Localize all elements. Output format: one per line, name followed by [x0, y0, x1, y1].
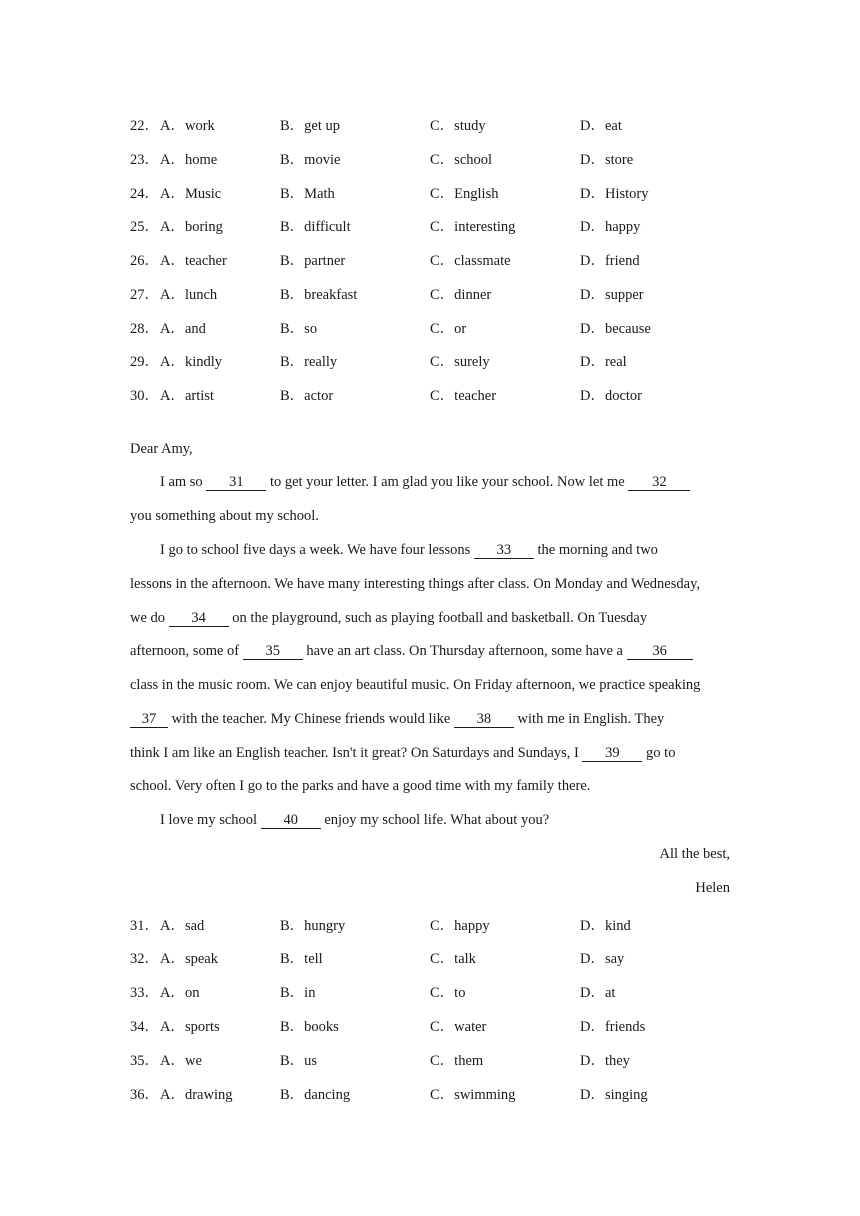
- blank-39: 39: [582, 746, 642, 762]
- question-row: [130, 384, 750, 404]
- letter-text: on the playground, such as playing football and basketball. On Tuesday: [228, 610, 648, 626]
- letter-line: [130, 643, 693, 660]
- option-a: A．lunch: [160, 287, 218, 303]
- option-b: B．breakfast: [280, 287, 358, 303]
- option-b: B．dancing: [280, 1087, 351, 1103]
- option-c: C．surely: [430, 354, 490, 370]
- option-c: C．or: [430, 321, 467, 337]
- option-a: A．speak: [160, 951, 218, 967]
- option-b: B．books: [280, 1019, 339, 1035]
- question-row: [130, 981, 750, 1001]
- letter-line: [130, 745, 675, 762]
- option-a: A．drawing: [160, 1087, 233, 1103]
- option-c: C．talk: [430, 951, 476, 967]
- option-a: A．Music: [160, 186, 222, 202]
- letter-text: enjoy my school life. What about you?: [320, 812, 550, 828]
- option-a: A．work: [160, 118, 215, 134]
- option-c: C．to: [430, 985, 466, 1001]
- blank-31: 31: [206, 475, 266, 491]
- option-b: B．difficult: [280, 219, 351, 235]
- option-a: A．home: [160, 152, 218, 168]
- letter-line: [130, 711, 664, 728]
- option-a: A．kindly: [160, 354, 223, 370]
- question-row: [130, 249, 750, 269]
- option-d: D．History: [580, 186, 649, 202]
- question-row: [130, 1015, 750, 1035]
- letter-text: with the teacher. My Chinese friends would like: [168, 711, 454, 727]
- question-row: [130, 914, 750, 934]
- option-c: C．swimming: [430, 1087, 516, 1103]
- option-d: D．say: [580, 951, 625, 967]
- question-row: [130, 317, 750, 337]
- question-number: 33．: [130, 985, 159, 1001]
- letter-line: [160, 812, 549, 829]
- option-c: C．classmate: [430, 253, 511, 269]
- question-number: 31．: [130, 918, 159, 934]
- question-number: 28．: [130, 321, 159, 337]
- question-row: [130, 114, 750, 134]
- blank-37: 37: [130, 712, 168, 728]
- question-number: 26．: [130, 253, 159, 269]
- letter-text: think I am like an English teacher. Isn't it great? On Saturdays and Sundays, I: [130, 745, 583, 761]
- option-d: D．friend: [580, 253, 640, 269]
- question-number: 32．: [130, 951, 159, 967]
- option-b: B．really: [280, 354, 338, 370]
- letter-text: the morning and two: [533, 542, 658, 558]
- question-number: 24．: [130, 186, 159, 202]
- letter-text: to get your letter. I am glad you like your school. Now let me: [266, 474, 629, 490]
- option-b: B．in: [280, 985, 316, 1001]
- option-b: B．actor: [280, 388, 334, 404]
- question-number: 25．: [130, 219, 159, 235]
- option-c: C．water: [430, 1019, 487, 1035]
- option-b: B．partner: [280, 253, 346, 269]
- option-a: A．boring: [160, 219, 223, 235]
- letter-line: lessons in the afternoon. We have many interesting things after class. On Monday and Wednesday,: [130, 576, 701, 592]
- option-a: A．we: [160, 1053, 202, 1069]
- question-number: 30．: [130, 388, 159, 404]
- letter-text: afternoon, some of: [130, 643, 243, 659]
- option-b: B．movie: [280, 152, 341, 168]
- option-c: C．school: [430, 152, 493, 168]
- blank-40: 40: [261, 813, 321, 829]
- option-d: D．at: [580, 985, 616, 1001]
- letter-text: I go to school five days a week. We have four lessons: [160, 542, 474, 558]
- letter-line: school. Very often I go to the parks and have a good time with my family there.: [130, 778, 591, 794]
- blank-36: 36: [627, 644, 693, 660]
- blank-38: 38: [454, 712, 514, 728]
- question-row: [130, 350, 750, 370]
- question-row: [130, 1049, 750, 1069]
- option-b: B．tell: [280, 951, 323, 967]
- letter-greeting: Dear Amy,: [130, 441, 193, 457]
- question-row: [130, 1083, 750, 1103]
- option-d: D．friends: [580, 1019, 646, 1035]
- letter-text: have an art class. On Thursday afternoon, some have a: [302, 643, 627, 659]
- option-d: D．singing: [580, 1087, 648, 1103]
- option-a: A．sports: [160, 1019, 220, 1035]
- option-a: A．on: [160, 985, 200, 1001]
- letter-text: we do: [130, 610, 169, 626]
- letter-text: with me in English. They: [513, 711, 665, 727]
- letter-line: [160, 474, 690, 491]
- blank-34: 34: [169, 611, 229, 627]
- option-c: C．teacher: [430, 388, 497, 404]
- option-d: D．happy: [580, 219, 641, 235]
- option-d: D．real: [580, 354, 627, 370]
- question-row: [130, 947, 750, 967]
- question-number: 22．: [130, 118, 159, 134]
- question-row: [130, 215, 750, 235]
- question-number: 36．: [130, 1087, 159, 1103]
- option-d: D．doctor: [580, 388, 643, 404]
- option-c: C．them: [430, 1053, 484, 1069]
- option-a: A．artist: [160, 388, 214, 404]
- option-d: D．kind: [580, 918, 631, 934]
- option-b: B．so: [280, 321, 318, 337]
- question-row: [130, 182, 750, 202]
- option-b: B．us: [280, 1053, 318, 1069]
- letter-line: you something about my school.: [130, 508, 319, 524]
- option-b: B．Math: [280, 186, 335, 202]
- blank-33: 33: [474, 543, 534, 559]
- letter-text: I am so: [160, 474, 207, 490]
- question-number: 29．: [130, 354, 159, 370]
- letter-line: [160, 542, 658, 559]
- question-number: 35．: [130, 1053, 159, 1069]
- letter-signature: Helen: [695, 880, 730, 896]
- option-a: A．and: [160, 321, 206, 337]
- option-d: D．eat: [580, 118, 622, 134]
- option-b: B．hungry: [280, 918, 346, 934]
- option-d: D．supper: [580, 287, 644, 303]
- option-d: D．because: [580, 321, 651, 337]
- question-row: [130, 148, 750, 168]
- blank-35: 35: [243, 644, 303, 660]
- option-c: C．happy: [430, 918, 490, 934]
- letter-text: I love my school: [160, 812, 261, 828]
- option-c: C．study: [430, 118, 486, 134]
- question-number: 23．: [130, 152, 159, 168]
- option-c: C．interesting: [430, 219, 516, 235]
- option-b: B．get up: [280, 118, 341, 134]
- letter-closing: All the best,: [659, 846, 730, 862]
- question-row: [130, 283, 750, 303]
- option-d: D．store: [580, 152, 634, 168]
- option-a: A．teacher: [160, 253, 227, 269]
- option-c: C．English: [430, 186, 499, 202]
- letter-text: go to: [642, 745, 676, 761]
- option-c: C．dinner: [430, 287, 492, 303]
- question-number: 27．: [130, 287, 159, 303]
- blank-32: 32: [628, 475, 690, 491]
- letter-line: [130, 610, 647, 627]
- letter-line: class in the music room. We can enjoy beautiful music. On Friday afternoon, we practice speaking: [130, 677, 701, 693]
- question-number: 34．: [130, 1019, 159, 1035]
- option-a: A．sad: [160, 918, 205, 934]
- option-d: D．they: [580, 1053, 630, 1069]
